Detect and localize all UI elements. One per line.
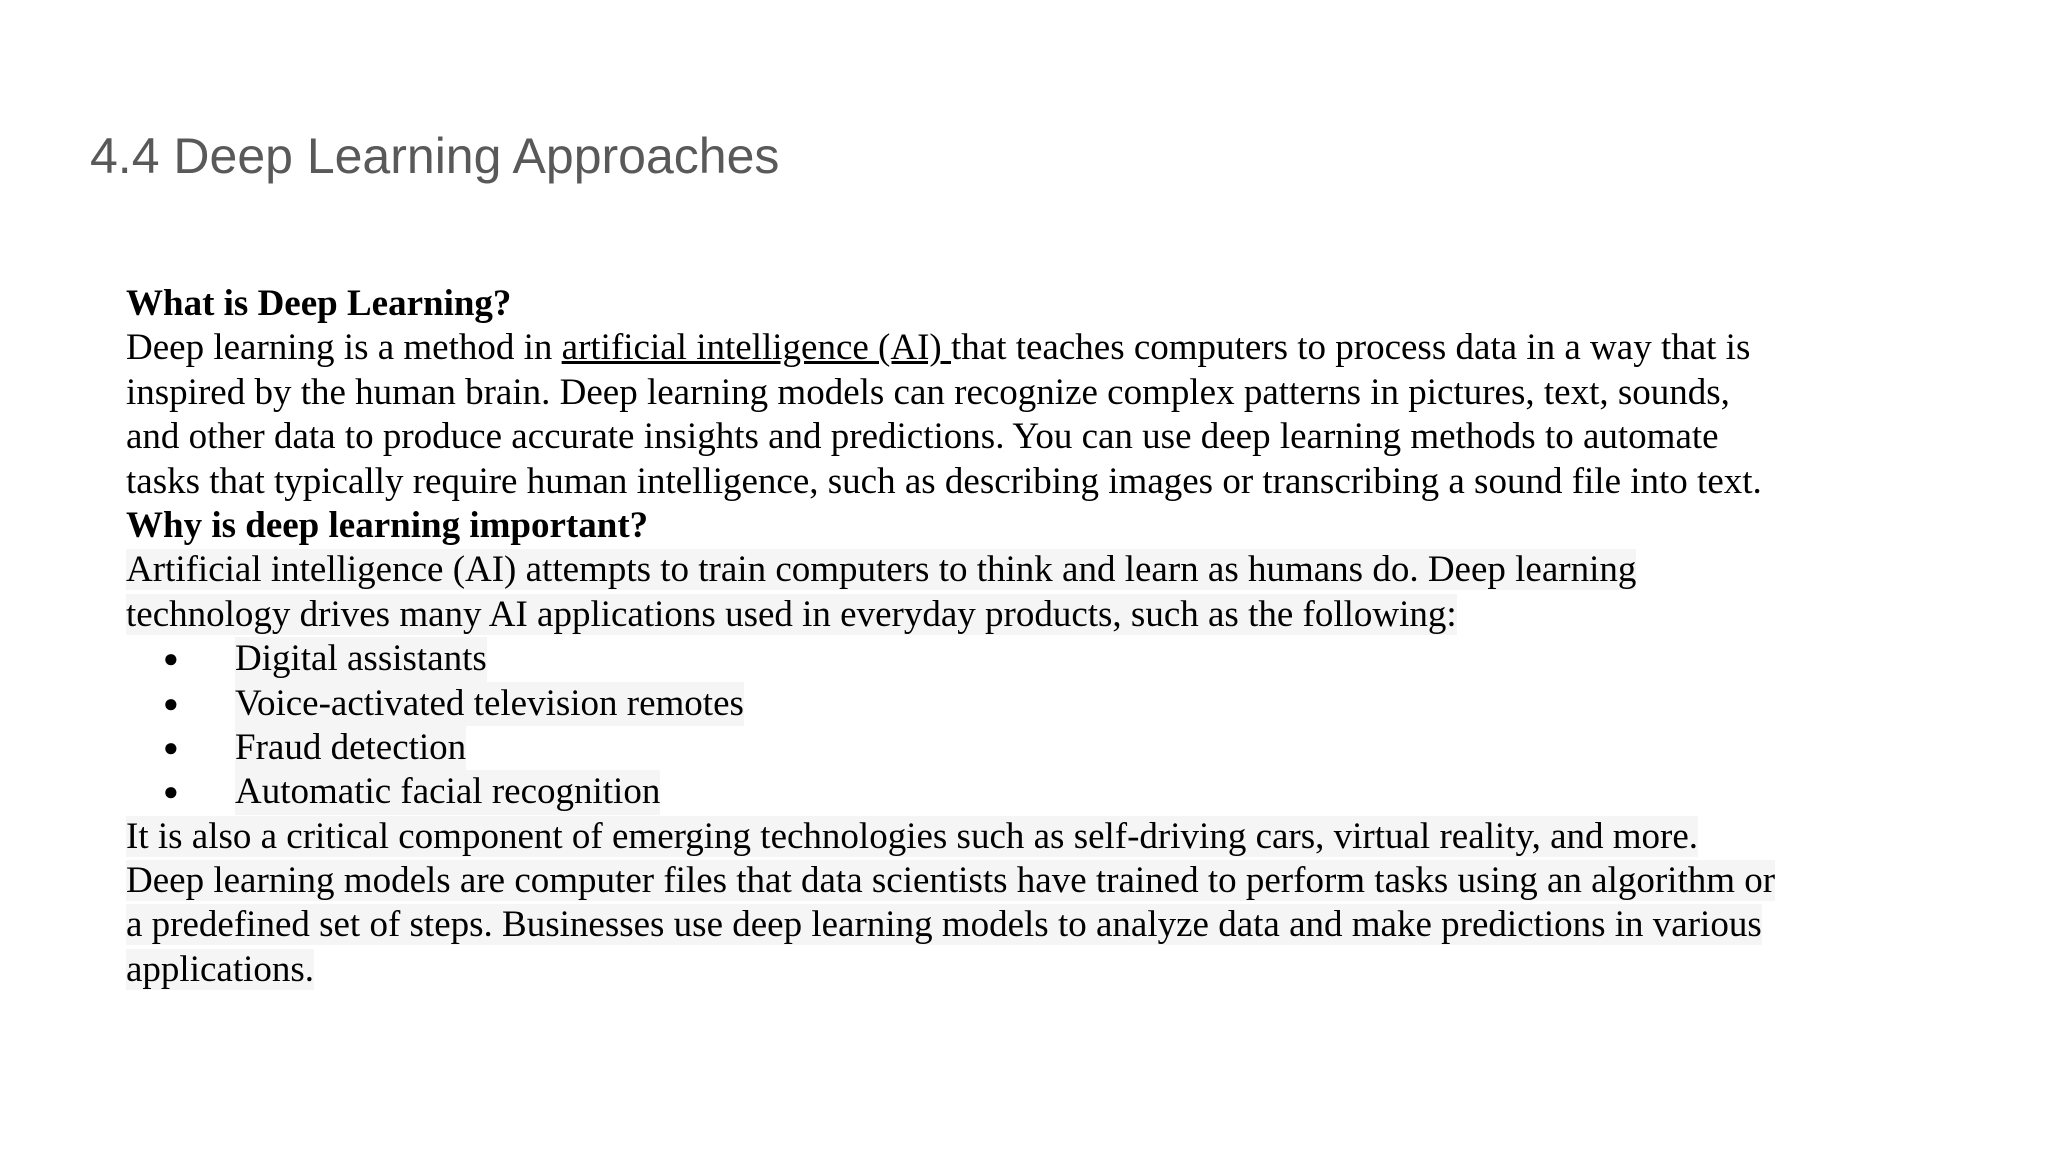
slide-title: 4.4 Deep Learning Approaches bbox=[90, 128, 780, 184]
paragraph-text: Artificial intelligence (AI) attempts to train computers to think and learn as humans do. Deep learning bbox=[126, 549, 1637, 591]
paragraph-text: that teaches computers to process data in a way that is bbox=[951, 327, 1751, 369]
slide-body bbox=[126, 282, 2006, 992]
list-item-label: Voice-activated television remotes bbox=[235, 682, 744, 726]
section-heading-what-is: What is Deep Learning? bbox=[126, 283, 512, 324]
bullet-icon: ● bbox=[163, 777, 179, 807]
list-item bbox=[126, 770, 2006, 814]
ai-link[interactable]: artificial intelligence (AI) bbox=[561, 327, 951, 369]
paragraph-text: technology drives many AI applications used in everyday products, such as the following: bbox=[126, 593, 1457, 635]
applications-list bbox=[126, 637, 2006, 815]
list-item bbox=[126, 637, 2006, 681]
bullet-icon: ● bbox=[163, 732, 179, 762]
list-item-label: Digital assistants bbox=[235, 637, 487, 681]
list-item-label: Automatic facial recognition bbox=[235, 770, 660, 814]
paragraph-line: and other data to produce accurate insights and predictions. You can use deep learning methods to automate bbox=[126, 416, 1719, 458]
paragraph-text: Deep learning is a method in bbox=[126, 327, 562, 369]
paragraph-text: applications. bbox=[126, 948, 315, 990]
paragraph-line bbox=[126, 948, 2006, 992]
paragraph-text: a predefined set of steps. Businesses use deep learning models to analyze data and make predictions in various bbox=[126, 904, 1762, 946]
paragraph-line bbox=[126, 326, 2006, 370]
list-item-label: Fraud detection bbox=[235, 726, 466, 770]
paragraph-line bbox=[126, 593, 2006, 637]
paragraph-line: inspired by the human brain. Deep learning models can recognize complex patterns in pictures, text, sounds, bbox=[126, 371, 1730, 413]
section-heading-why-important: Why is deep learning important? bbox=[126, 504, 649, 546]
bullet-icon: ● bbox=[163, 688, 179, 718]
paragraph-line bbox=[126, 903, 2006, 947]
list-item bbox=[126, 682, 2006, 726]
paragraph-text: It is also a critical component of emerging technologies such as self-driving cars, virtual reality, and more. bbox=[126, 815, 1699, 857]
paragraph-line bbox=[126, 859, 2006, 903]
paragraph-line bbox=[126, 815, 2006, 859]
bullet-icon: ● bbox=[163, 644, 179, 674]
list-item bbox=[126, 726, 2006, 770]
paragraph-line: tasks that typically require human intelligence, such as describing images or transcribing a sound file into text. bbox=[126, 460, 1762, 502]
paragraph-line bbox=[126, 548, 2006, 592]
paragraph-text: Deep learning models are computer files that data scientists have trained to perform tasks using an algorithm or bbox=[126, 860, 1776, 902]
